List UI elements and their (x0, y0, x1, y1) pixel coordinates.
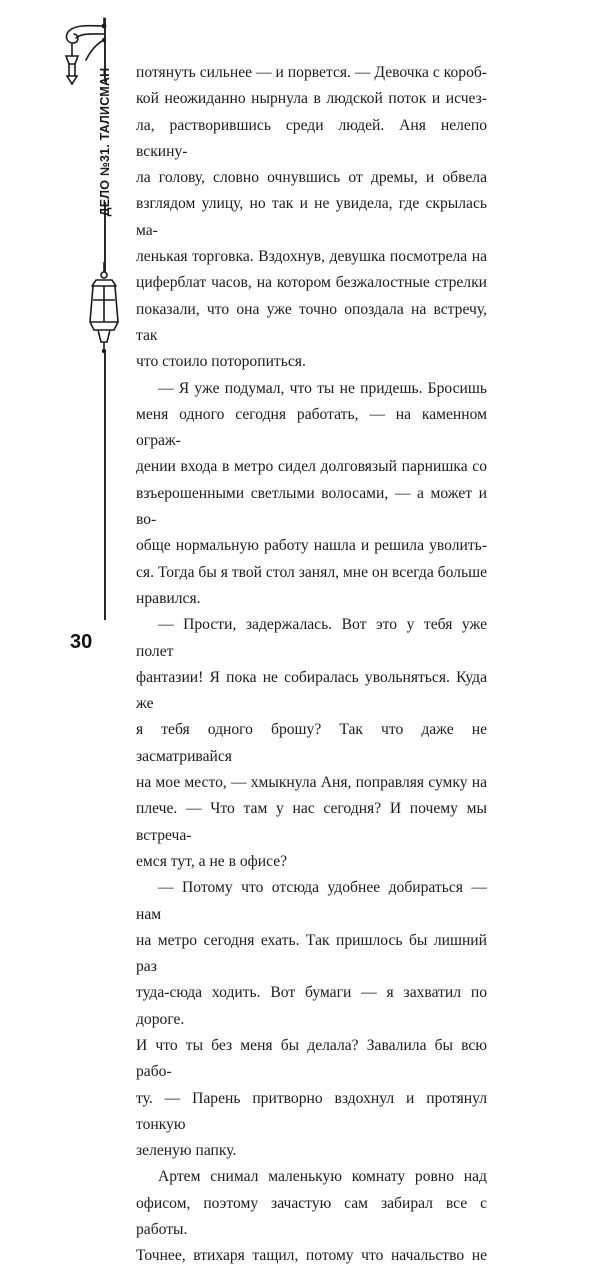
text-line: — Я уже подумал, что ты не придешь. Бросишь (158, 379, 487, 397)
text-line: обще нормальную работу нашла и решила уволить- (136, 537, 487, 555)
text-line: нравился. (136, 589, 201, 607)
text-line: на метро сегодня ехать. Так пришлось бы лишний раз (136, 931, 487, 976)
text-line: плече. — Что там у нас сегодня? И почему мы встреча- (136, 800, 487, 844)
text-line: дении входа в метро сидел долговязый парнишка со (136, 458, 487, 476)
text-line: офисом, поэтому зачастую сам забирал все с работы. (136, 1194, 487, 1239)
text-line: Артем снимал маленькую комнату ровно над (158, 1168, 487, 1186)
text-line: потянуть сильнее — и порвется. — Девочка с короб- (136, 64, 487, 81)
text-line: я тебя одного брошу? Так что даже не засматривайся (136, 721, 487, 765)
text-line: на мое место, — хмыкнула Аня, поправляя сумку на (136, 774, 487, 792)
text-line: ленькая торговка. Вздохнув, девушка посмотрела на (136, 248, 487, 266)
text-line: — Потому что отсюда удобнее добираться — нам (136, 879, 487, 923)
text-line: зеленую папку. (136, 1142, 237, 1160)
text-line: ла, растворившись среди людей. Аня нелепо вскину- (136, 116, 487, 160)
text-line: фантазии! Я пока не собиралась увольняться. Куда же (136, 668, 487, 713)
rail-line-bottom (104, 352, 106, 620)
text-line: емся тут, а не в офисе? (136, 852, 288, 870)
text-line: меня одного сегодня работать, — на каменном ограж- (136, 405, 487, 450)
text-line: ла голову, словно очнувшись от дремы, и обвела (136, 169, 487, 187)
text-line: Точнее, втихаря тащил, потому что начальство не (136, 1247, 487, 1265)
text-line: — Прости, задержалась. Вот это у тебя уже полет (136, 616, 487, 660)
text-line: кой неожиданно нырнула в людской поток и исчез- (136, 90, 487, 108)
text-line: ту. — Парень притворно вздохнул и протянул тонкую (136, 1089, 487, 1133)
text-line: взъерошенными светлыми волосами, — а может и во- (136, 484, 487, 529)
text-line: что стоило поторопиться. (136, 353, 306, 371)
text-line: ся. Тогда бы я твой стол занял, мне он всегда больше (136, 563, 487, 581)
running-title: ДЕЛО №31. ТАЛИСМАН (98, 67, 112, 217)
text-line: туда-сюда ходить. Вот бумаги — я захватил по дороге. (136, 984, 487, 1028)
body-text (136, 60, 487, 1270)
lantern-icon (84, 262, 124, 354)
text-line: показали, что она уже точно опоздала на встречу, так (136, 300, 487, 344)
text-line: И что ты без меня бы делала? Завалила бы всю рабо- (136, 1036, 487, 1081)
page-number: 30 (70, 631, 93, 653)
text-line: циферблат часов, на котором безжалостные стрелки (136, 274, 487, 292)
text-line: взглядом улицу, но так и не увидела, где скрылась ма- (136, 195, 487, 239)
